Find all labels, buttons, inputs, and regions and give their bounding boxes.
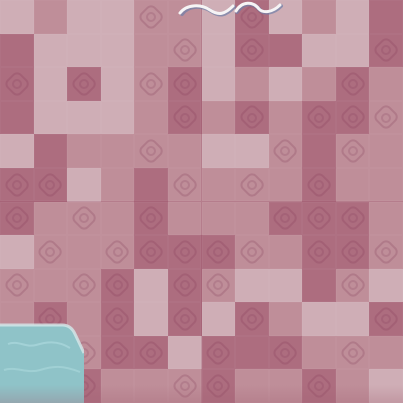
floor-tile (302, 0, 337, 35)
floor-tile (369, 336, 403, 371)
floor-tile (34, 0, 69, 35)
floor-tile (336, 269, 371, 304)
floor-tile (302, 34, 337, 69)
floor-tile (34, 202, 69, 237)
floor-tile (369, 202, 403, 237)
floor-tile (202, 336, 237, 371)
floor-tile (168, 0, 203, 35)
floor-tile (302, 134, 337, 169)
floor-tile (34, 235, 69, 270)
floor-tile (168, 134, 203, 169)
floor-tile (269, 302, 304, 337)
floor-tile (235, 302, 270, 337)
bottom-shadow (0, 385, 403, 403)
floor-tile (67, 269, 102, 304)
floor-tile (302, 67, 337, 102)
floor-tile (168, 67, 203, 102)
floor-tile (235, 235, 270, 270)
floor-tile (369, 67, 403, 102)
floor-tile (168, 302, 203, 337)
floor-tile (369, 34, 403, 69)
floor-tile (0, 34, 35, 69)
floor-tile (168, 336, 203, 371)
floor-tile (34, 101, 69, 136)
floor-tile (34, 34, 69, 69)
floor-tile (67, 34, 102, 69)
floor-tile (134, 0, 169, 35)
floor-tile (67, 0, 102, 35)
floor-tile (269, 269, 304, 304)
floor-tile (168, 235, 203, 270)
floor-tile (67, 302, 102, 337)
floor-tile (168, 202, 203, 237)
floor-tile (0, 235, 35, 270)
floor-tile (101, 0, 136, 35)
floor-tile (101, 336, 136, 371)
floor-tile (369, 269, 403, 304)
floor-tile (67, 202, 102, 237)
floor-tile (168, 269, 203, 304)
floor-tile (0, 168, 35, 203)
floor-tile (302, 101, 337, 136)
floor-tile (269, 134, 304, 169)
floor-tile (34, 67, 69, 102)
floor-tile (202, 202, 237, 237)
floor-tile (168, 168, 203, 203)
floor-tile (134, 134, 169, 169)
floor-tile (269, 336, 304, 371)
floor-tile (202, 235, 237, 270)
floor-tile (0, 302, 35, 337)
floor-tile (67, 235, 102, 270)
floor-tile (101, 168, 136, 203)
floor-tile (235, 202, 270, 237)
floor-tile (202, 67, 237, 102)
floor-tile (34, 269, 69, 304)
floor-tile (302, 269, 337, 304)
floor-tile (101, 202, 136, 237)
floor-tile (202, 0, 237, 35)
floor-tile (302, 202, 337, 237)
floor-tile (336, 134, 371, 169)
floor-tile (235, 168, 270, 203)
floor-tile (269, 67, 304, 102)
floor-tile (235, 67, 270, 102)
floor-tile (369, 134, 403, 169)
floor-tile (336, 168, 371, 203)
floor-tile (134, 302, 169, 337)
floor-tile (235, 269, 270, 304)
floor-tile (269, 0, 304, 35)
floor-tile (202, 34, 237, 69)
floor-tile (235, 336, 270, 371)
floor-tile (134, 336, 169, 371)
floor-tile (67, 168, 102, 203)
floor-tile (369, 168, 403, 203)
floor-tile (302, 302, 337, 337)
floor-tile (369, 101, 403, 136)
floor-tile (369, 302, 403, 337)
floor-tile (336, 302, 371, 337)
floor-tile (134, 235, 169, 270)
floor-tile (101, 34, 136, 69)
floor-tile (101, 101, 136, 136)
floor-tile (168, 34, 203, 69)
floor-tile (101, 67, 136, 102)
floor-tile (0, 269, 35, 304)
floor-tile (336, 101, 371, 136)
floor-tile (0, 134, 35, 169)
floor-tile (34, 134, 69, 169)
floor-tile (134, 34, 169, 69)
floor-tile (0, 202, 35, 237)
floor-tile (0, 0, 35, 35)
floor-tile (34, 168, 69, 203)
floor-tile (101, 302, 136, 337)
floor-tile (269, 168, 304, 203)
floor-tile (302, 168, 337, 203)
floor-tile (67, 67, 102, 102)
floor-tile (67, 101, 102, 136)
floor-tile (34, 302, 69, 337)
floor-tile (202, 134, 237, 169)
floor-tile (369, 0, 403, 35)
floor-tile (101, 235, 136, 270)
floor-tile (134, 269, 169, 304)
floor-tile (0, 336, 35, 371)
floor-tile (269, 34, 304, 69)
floor-tile (134, 67, 169, 102)
floor-tile (67, 134, 102, 169)
floor-tile (302, 336, 337, 371)
floor-tile (0, 67, 35, 102)
floor-tile (202, 168, 237, 203)
floor-tile (202, 302, 237, 337)
floor-tile (336, 34, 371, 69)
floor-tile (134, 202, 169, 237)
floor-tile (302, 235, 337, 270)
floor-tile (202, 269, 237, 304)
floor-tile (235, 34, 270, 69)
floor-tile (235, 0, 270, 35)
floor-tile (235, 101, 270, 136)
floor-tile (336, 0, 371, 35)
floor-tile (336, 336, 371, 371)
floor-tile (269, 101, 304, 136)
floor-tile (269, 202, 304, 237)
floor-tile (235, 134, 270, 169)
floor-tile (134, 168, 169, 203)
floor-tile (269, 235, 304, 270)
floor-tile (134, 101, 169, 136)
floor-tile (34, 336, 69, 371)
floor-tile (369, 235, 403, 270)
floor-tile (168, 101, 203, 136)
floor-tile (336, 202, 371, 237)
floor-tile (101, 134, 136, 169)
floor-tile (336, 67, 371, 102)
floor-tile (67, 336, 102, 371)
floor-tile (336, 235, 371, 270)
floor-tile (0, 101, 35, 136)
floor-tile (101, 269, 136, 304)
floor-tile (202, 101, 237, 136)
